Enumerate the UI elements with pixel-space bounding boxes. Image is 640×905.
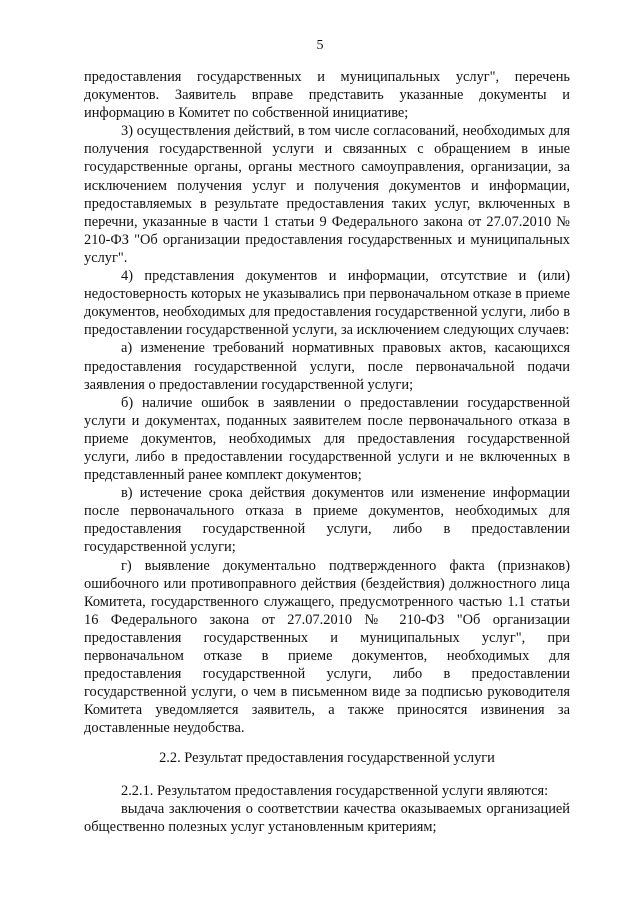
paragraph-subitem-a: а) изменение требований нормативных правовых актов, касающихся предоставления государственной услуги, после первоначальной подачи заявления о предоставлении государственной услуги; xyxy=(84,340,570,393)
document-body xyxy=(84,68,570,836)
section-heading: 2.2. Результат предоставления государственной услуги xyxy=(159,750,495,767)
paragraph-item-4: 4) представления документов и информации, отсутствие и (или) недостоверность которых не указывались при первоначальном отказе в приеме документов, необходимых для предоставления государственной услуги, либо в предоставлении государственной услуги, за исключением следующих случаев: xyxy=(84,268,570,339)
paragraph-result-item: выдача заключения о соответствии качества оказываемых организацией общественно полезных услуг установленным критериям; xyxy=(84,800,570,835)
paragraph-continuation: предоставления государственных и муниципальных услуг", перечень документов. Заявитель вправе представить указанные документы и информацию в Комитет по собственной инициативе; xyxy=(84,69,570,122)
paragraph-subitem-b: б) наличие ошибок в заявлении о предоставлении государственной услуги и документах, поданных заявителем после первоначального отказа в приеме документов, необходимых для предоставления государственной услуги, либо в предоставлении государственной услуги и не включенных в представленный ранее комплект документов; xyxy=(84,394,570,484)
paragraph-item-3: 3) осуществления действий, в том числе согласований, необходимых для получения государственной услуги и связанных с обращением в иные государственные органы, органы местного самоуправления, организации, за исключением получения услуг и получения документов и информации, предоставляемых в результате предоставления таких услуг, включенных в перечни, указанные в части 1 статьи 9 Федерального закона от 27.07.2010 № 210-ФЗ "Об организации предоставления государственных и муниципальных услуг". xyxy=(84,123,570,266)
page-number: 5 xyxy=(316,38,324,53)
paragraph-subitem-v: в) истечение срока действия документов или изменение информации после первоначального отказа в приеме документов, необходимых для предоставления государственной услуги, либо в предоставлении государственной услуги; xyxy=(84,485,570,556)
paragraph-subitem-g: г) выявление документально подтвержденного факта (признаков) ошибочного или противоправного действия (бездействия) должностного лица Комитета, государственного служащего, предусмотренного частью 1.1 статьи 16 Федерального закона от 27.07.2010 № 210-ФЗ "Об организации предоставления государственных и муниципальных услуг", при первоначальном отказе в приеме документов, необходимых для предоставления государственной услуги, либо в предоставлении государственной услуги, о чем в письменном виде за подписью руководителя Комитета уведомляется заявитель, а также приносятся извинения за доставленные неудобства. xyxy=(84,557,570,737)
paragraph-2-2-1: 2.2.1. Результатом предоставления государственной услуги являются: xyxy=(121,782,549,799)
